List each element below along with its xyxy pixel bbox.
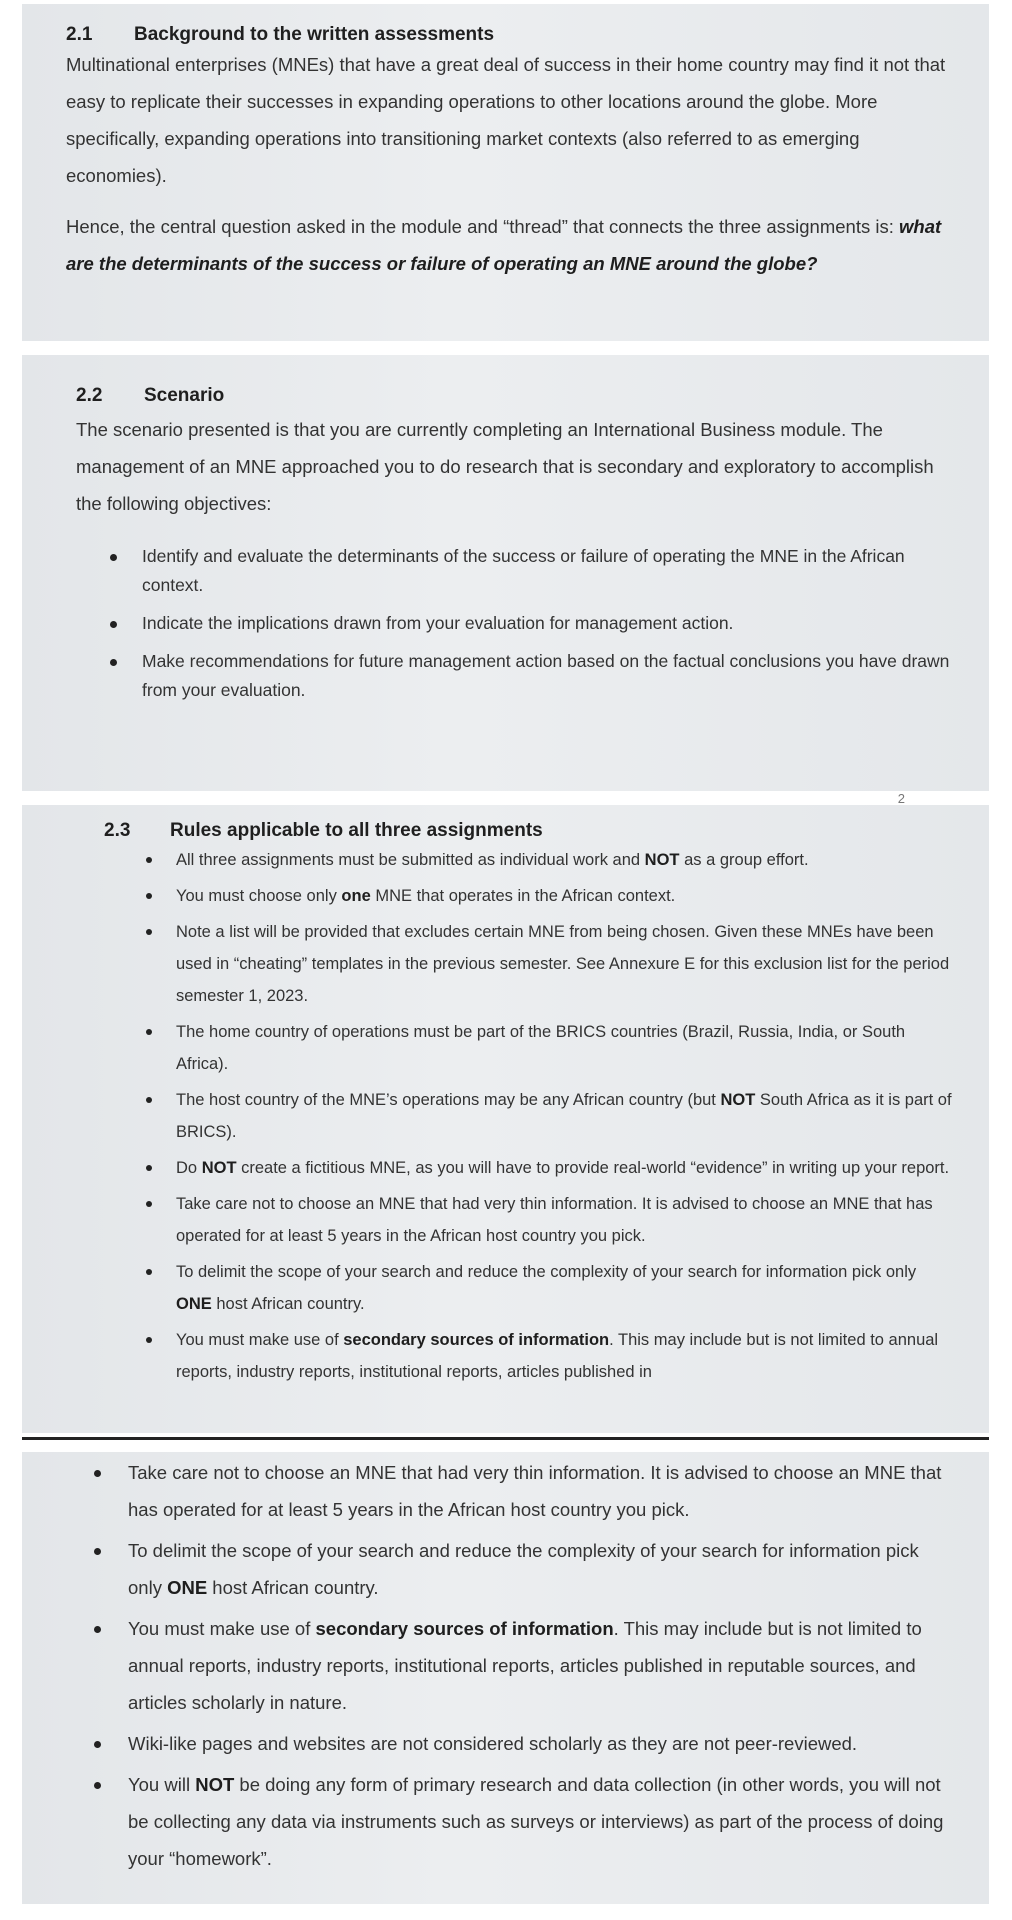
rule-text: Take care not to choose an MNE that had very thin information. It is advised to choose an MNE that has operated for at least 5 years in the African host country you pick. bbox=[128, 1462, 942, 1520]
bullet-icon bbox=[146, 1029, 152, 1035]
rule-emphasis: ONE bbox=[176, 1295, 212, 1313]
rule-text: . This may include but is not limited to annual reports, industry reports, institutional reports, articles published in bbox=[176, 1331, 939, 1381]
rule-text: You must make use of bbox=[128, 1618, 316, 1639]
list-item bbox=[128, 1766, 955, 1877]
rule-text: South Africa as it is part of BRICS). bbox=[176, 1091, 952, 1141]
rule-text: . This may include but is not limited to annual reports, industry reports, institutional reports, articles published in reputable sources, and articles scholarly in nature. bbox=[128, 1618, 922, 1713]
rule-text: be doing any form of primary research and data collection (in other words, you will not be collecting any data via instruments such as surveys or interviews) as part of the process of doing your “homework”. bbox=[128, 1774, 944, 1869]
list-item bbox=[142, 542, 955, 600]
list-item bbox=[176, 1152, 955, 1184]
rules-continued bbox=[22, 1452, 989, 1904]
rule-text: Do bbox=[176, 1159, 202, 1177]
rule-text: MNE that operates in the African context. bbox=[370, 887, 676, 905]
rule-text: You will bbox=[128, 1774, 196, 1795]
section-heading bbox=[76, 385, 955, 407]
bullet-icon bbox=[146, 857, 152, 863]
list-item bbox=[176, 1188, 955, 1252]
bullet-icon bbox=[94, 1470, 101, 1477]
bullet-icon bbox=[110, 621, 117, 628]
central-question-intro: Hence, the central question asked in the module and “thread” that connects the three assignments is: bbox=[66, 216, 899, 237]
rule-emphasis: ONE bbox=[167, 1577, 208, 1598]
rule-text: create a fictitious MNE, as you will have to provide real-world “evidence” in writing up your report. bbox=[236, 1159, 950, 1177]
rule-emphasis: secondary sources of information bbox=[343, 1331, 610, 1349]
rule-text: host African country. bbox=[207, 1577, 379, 1598]
rule-emphasis: secondary sources of information bbox=[315, 1618, 614, 1639]
objective-text: Identify and evaluate the determinants of the success or failure of operating the MNE in the African context. bbox=[142, 546, 905, 595]
section-number: 2.2 bbox=[76, 385, 103, 406]
central-question-paragraph bbox=[66, 208, 955, 282]
bullet-icon bbox=[146, 929, 152, 935]
rule-emphasis: one bbox=[341, 887, 371, 905]
bullet-icon bbox=[94, 1741, 101, 1748]
section-heading bbox=[104, 820, 955, 842]
objective-text: Make recommendations for future management action based on the factual conclusions you have drawn from your evaluation. bbox=[142, 651, 950, 700]
bullet-icon bbox=[94, 1548, 101, 1555]
bullet-icon bbox=[146, 893, 152, 899]
rule-emphasis: NOT bbox=[195, 1774, 235, 1795]
section-title: Scenario bbox=[144, 385, 225, 406]
list-item bbox=[128, 1725, 955, 1762]
background-paragraph: Multinational enterprises (MNEs) that have a great deal of success in their home country may find it not that easy to replicate their successes in expanding operations to other locations around the globe. More specifically, expanding operations into transitioning market contexts (also referred to as emerging economies). bbox=[66, 54, 946, 186]
rule-text: as a group effort. bbox=[679, 851, 809, 869]
section-background bbox=[22, 4, 989, 341]
rule-text: host African country. bbox=[211, 1295, 365, 1313]
section-number: 2.1 bbox=[66, 24, 93, 45]
list-item bbox=[176, 880, 955, 912]
section-title: Background to the written assessments bbox=[134, 24, 495, 45]
rule-text: You must choose only bbox=[176, 887, 342, 905]
section-rules bbox=[22, 791, 989, 1433]
rule-text: To delimit the scope of your search and reduce the complexity of your search for information pick only bbox=[176, 1263, 917, 1281]
rule-text: You must make use of bbox=[176, 1331, 344, 1349]
section-number: 2.3 bbox=[104, 820, 131, 841]
section-title: Rules applicable to all three assignments bbox=[170, 820, 543, 841]
list-item bbox=[176, 1016, 955, 1080]
bullet-icon bbox=[146, 1201, 152, 1207]
bullet-icon bbox=[146, 1269, 152, 1275]
list-item bbox=[176, 916, 955, 1012]
section-scenario bbox=[22, 355, 989, 791]
rule-emphasis: NOT bbox=[720, 1091, 756, 1109]
list-item bbox=[176, 1084, 955, 1148]
bullet-icon bbox=[94, 1782, 101, 1789]
bullet-icon bbox=[146, 1097, 152, 1103]
rule-text: Note a list will be provided that excludes certain MNE from being chosen. Given these MNEs have been used in “cheating” templates in the previous semester. See Annexure E for this exclusion list for the period semester 1, 2023. bbox=[176, 923, 950, 1005]
rule-text: The host country of the MNE’s operations may be any African country (but bbox=[176, 1091, 721, 1109]
scenario-intro: The scenario presented is that you are currently completing an International Business module. The management of an MNE approached you to do research that is secondary and exploratory to accomplish the following objectives: bbox=[76, 419, 934, 514]
bullet-icon bbox=[146, 1337, 152, 1343]
central-question: what are the determinants of the success or failure of operating an MNE around the globe? bbox=[66, 216, 942, 274]
rule-emphasis: NOT bbox=[644, 851, 680, 869]
list-item bbox=[176, 1324, 955, 1388]
objective-text: Indicate the implications drawn from your evaluation for management action. bbox=[142, 613, 734, 633]
rule-text: Wiki-like pages and websites are not considered scholarly as they are not peer-reviewed. bbox=[128, 1733, 858, 1754]
list-item bbox=[176, 844, 955, 876]
list-item bbox=[142, 647, 955, 705]
objectives-list bbox=[76, 542, 955, 705]
list-item bbox=[142, 609, 955, 638]
divider bbox=[22, 1437, 989, 1440]
bullet-icon bbox=[110, 554, 117, 561]
rules-list-continued bbox=[70, 1454, 955, 1877]
rules-list bbox=[104, 844, 955, 1388]
rule-text: To delimit the scope of your search and reduce the complexity of your search for information pick only bbox=[128, 1540, 919, 1598]
bullet-icon bbox=[94, 1626, 101, 1633]
list-item bbox=[128, 1454, 955, 1528]
bullet-icon bbox=[110, 659, 117, 666]
rule-text: The home country of operations must be part of the BRICS countries (Brazil, Russia, India, or South Africa). bbox=[176, 1023, 906, 1073]
list-item bbox=[176, 1256, 955, 1320]
section-heading bbox=[66, 24, 955, 46]
list-item bbox=[128, 1610, 955, 1721]
rule-text: Take care not to choose an MNE that had very thin information. It is advised to choose an MNE that has operated for at least 5 years in the African host country you pick. bbox=[176, 1195, 933, 1245]
page-number: 2 bbox=[897, 791, 905, 806]
list-item bbox=[128, 1532, 955, 1606]
rule-emphasis: NOT bbox=[201, 1159, 237, 1177]
bullet-icon bbox=[146, 1165, 152, 1171]
rule-text: All three assignments must be submitted as individual work and bbox=[176, 851, 645, 869]
